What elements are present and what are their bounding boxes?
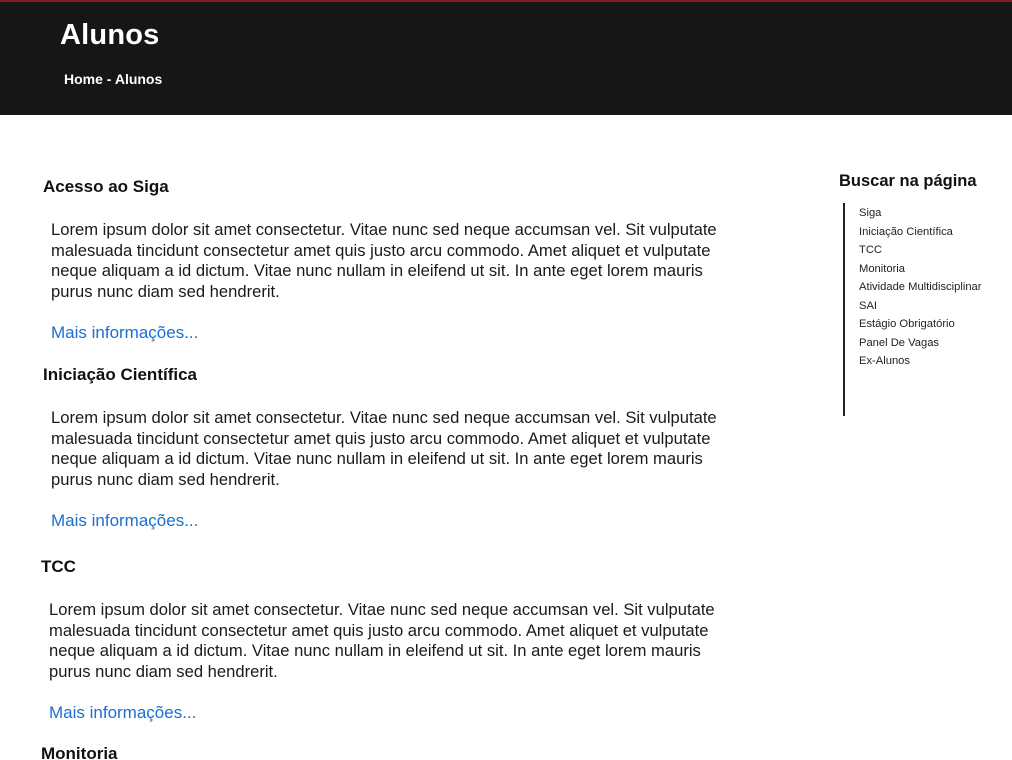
toc-item-iniciacao-cientifica[interactable]: Iniciação Científica: [859, 225, 953, 238]
page-toc: [839, 172, 1009, 367]
toc-item-tcc[interactable]: TCC: [859, 244, 882, 256]
toc-item-monitoria[interactable]: Monitoria: [859, 262, 906, 275]
page-title: Alunos: [60, 19, 160, 51]
breadcrumb-separator: -: [102, 71, 115, 87]
toc-rail: [843, 203, 845, 416]
toc-list: [859, 205, 982, 372]
toc-item-siga[interactable]: Siga: [859, 207, 882, 219]
more-info-link[interactable]: Mais informações...: [51, 511, 199, 530]
breadcrumb-home-link[interactable]: Home: [64, 71, 103, 87]
toc-item-atividade-multidisciplinar[interactable]: Atividade Multidisciplinar: [859, 281, 982, 293]
section-body: Lorem ipsum dolor sit amet consectetur. Vitae nunc sed neque accumsan vel. Sit vulputate malesuada tincidunt consectetur amet quis justo arcu commodo. Amet aliquet et vulputate neque aliquam a id dictum. Vitae nunc nullam in eleifend ut sit. In ante eget lorem mauris purus nunc diam sed hendrerit.: [49, 600, 715, 681]
section-title: Acesso ao Siga: [43, 177, 169, 196]
breadcrumb-current: Alunos: [114, 71, 163, 87]
breadcrumb: [64, 71, 162, 87]
section-body: Lorem ipsum dolor sit amet consectetur. Vitae nunc sed neque accumsan vel. Sit vulputate malesuada tincidunt consectetur amet quis justo arcu commodo. Amet aliquet et vulputate neque aliquam a id dictum. Vitae nunc nullam in eleifend ut sit. In ante eget lorem mauris purus nunc diam sed hendrerit.: [51, 220, 717, 301]
section-title: Iniciação Científica: [43, 365, 197, 384]
section-title: TCC: [41, 557, 76, 576]
toc-item-sai[interactable]: SAI: [859, 299, 878, 312]
toc-item-estagio-obrigatorio[interactable]: Estágio Obrigatório: [859, 318, 955, 330]
more-info-link[interactable]: Mais informações...: [49, 703, 197, 722]
toc-item-ex-alunos[interactable]: Ex-Alunos: [859, 355, 910, 367]
page-header: [0, 0, 1012, 115]
toc-item-panel-de-vagas[interactable]: Panel De Vagas: [859, 336, 940, 349]
toc-title: Buscar na página: [839, 172, 977, 190]
section-body: Lorem ipsum dolor sit amet consectetur. Vitae nunc sed neque accumsan vel. Sit vulputate malesuada tincidunt consectetur amet quis justo arcu commodo. Amet aliquet et vulputate neque aliquam a id dictum. Vitae nunc nullam in eleifend ut sit. In ante eget lorem mauris purus nunc diam sed hendrerit.: [51, 408, 717, 489]
section-title: Monitoria: [41, 744, 118, 760]
more-info-link[interactable]: Mais informações...: [51, 323, 199, 342]
